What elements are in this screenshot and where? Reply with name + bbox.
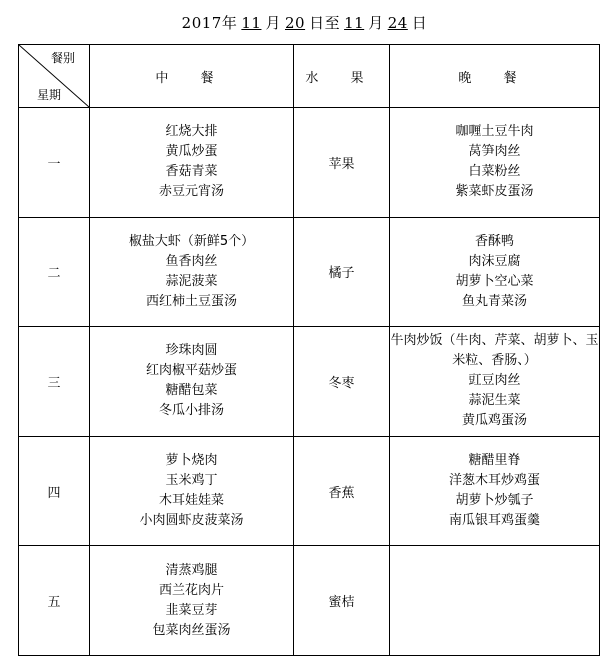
lunch-item: 珍珠肉圆: [165, 343, 218, 359]
lunch-cell: [90, 546, 294, 656]
title-month-label-1: 月: [265, 14, 281, 32]
header-row: [19, 45, 600, 108]
lunch-item: 黄瓜炒蛋: [165, 144, 218, 160]
dinner-cell: [390, 436, 600, 546]
lunch-item: 红烧大排: [165, 124, 218, 140]
lunch-item: 西红柿土豆蛋汤: [145, 293, 237, 309]
dinner-item: 香酥鸭: [474, 233, 514, 249]
dinner-item: 咖喱土豆牛肉: [455, 124, 534, 140]
dinner-cell: [390, 217, 600, 327]
title-day-label-2: 日: [411, 14, 428, 32]
dinner-item: 胡萝卜炒瓠子: [455, 493, 534, 509]
dinner-cell-empty: [390, 546, 600, 656]
lunch-item: 赤豆元宵汤: [158, 184, 224, 200]
dinner-column-header: 晚 餐: [390, 45, 600, 108]
corner-weekday-label: 星期: [37, 88, 62, 102]
menu-body: [19, 108, 600, 656]
dinner-item: 胡萝卜空心菜: [455, 273, 534, 289]
title-month-label-2: 月: [368, 14, 384, 32]
fruit-cell: 蜜桔: [294, 546, 390, 656]
lunch-cell: [90, 327, 294, 437]
weekday-cell: 五: [19, 546, 90, 656]
table-row: [19, 217, 600, 327]
dinner-item: 白菜粉丝: [468, 164, 521, 180]
dinner-item: 南瓜银耳鸡蛋羹: [448, 513, 540, 529]
lunch-item: 糖醋包菜: [165, 383, 218, 399]
dinner-item: 紫菜虾皮蛋汤: [455, 184, 534, 200]
weekday-cell: 四: [19, 436, 90, 546]
dinner-item: 蒜泥生菜: [468, 393, 521, 409]
weekly-menu-table: [18, 44, 600, 656]
dinner-cell: [390, 108, 600, 218]
lunch-item: 西兰花肉片: [158, 582, 224, 598]
title-year: 2017: [181, 14, 222, 32]
table-row: [19, 546, 600, 656]
lunch-item: 清蒸鸡腿: [165, 562, 218, 578]
dinner-cell: [390, 327, 600, 437]
title-start-month: 11: [241, 14, 262, 32]
corner-meal-label: 餐别: [50, 51, 75, 65]
dinner-item: 牛肉炒饭（牛肉、芹菜、胡萝卜、玉米粒、香肠、）: [390, 333, 599, 369]
dinner-item: 糖醋里脊: [468, 453, 521, 469]
lunch-item: 小肉圆虾皮菠菜汤: [139, 513, 244, 529]
dinner-item: 肉沫豆腐: [468, 253, 521, 269]
table-row: [19, 436, 600, 546]
fruit-cell: 苹果: [294, 108, 390, 218]
lunch-item: 玉米鸡丁: [165, 473, 218, 489]
fruit-column-header: 水 果: [294, 45, 390, 108]
weekday-cell: 一: [19, 108, 90, 218]
lunch-item: 红肉椒平菇炒蛋: [145, 363, 237, 379]
title-year-suffix: 年: [221, 14, 238, 32]
dinner-item: 洋葱木耳炒鸡蛋: [448, 473, 540, 489]
lunch-cell: [90, 108, 294, 218]
title-day-label-1: 日至: [309, 14, 341, 32]
page-title: [0, 12, 609, 33]
dinner-item: 豇豆肉丝: [468, 373, 521, 389]
lunch-item: 韭菜豆芽: [165, 602, 218, 618]
lunch-cell: [90, 217, 294, 327]
lunch-item: 萝卜烧肉: [165, 453, 218, 469]
dinner-item: 莴笋肉丝: [468, 144, 521, 160]
title-end-day: 24: [387, 14, 408, 32]
dinner-item: 黄瓜鸡蛋汤: [461, 413, 527, 429]
dinner-item: 鱼丸青菜汤: [461, 293, 527, 309]
weekday-cell: 二: [19, 217, 90, 327]
title-start-day: 20: [284, 14, 306, 32]
weekday-cell: 三: [19, 327, 90, 437]
fruit-cell: 冬枣: [294, 327, 390, 437]
lunch-item: 木耳娃娃菜: [158, 493, 224, 509]
lunch-cell: [90, 436, 294, 546]
corner-header-cell: [19, 45, 90, 108]
lunch-item: 香菇青菜: [165, 164, 218, 180]
table-row: [19, 327, 600, 437]
table-row: [19, 108, 600, 218]
lunch-column-header: 中 餐: [90, 45, 294, 108]
title-end-month: 11: [344, 14, 365, 32]
lunch-item: 冬瓜小排汤: [158, 403, 224, 419]
lunch-item: 包菜肉丝蛋汤: [152, 622, 231, 638]
lunch-item: 椒盐大虾（新鲜5个）: [128, 233, 255, 249]
fruit-cell: 香蕉: [294, 436, 390, 546]
lunch-item: 鱼香肉丝: [165, 253, 218, 269]
lunch-item: 蒜泥菠菜: [165, 273, 218, 289]
fruit-cell: 橘子: [294, 217, 390, 327]
